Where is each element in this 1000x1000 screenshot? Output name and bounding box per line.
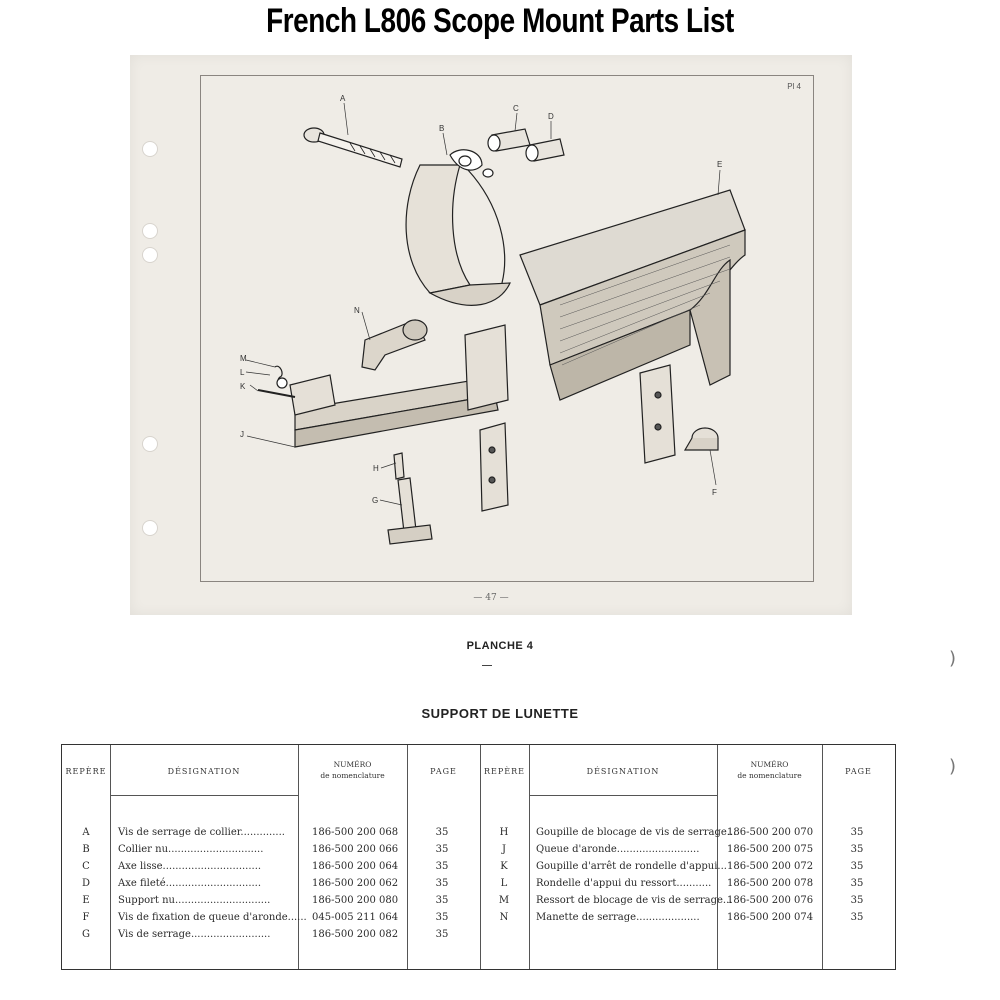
part-c-pin bbox=[488, 129, 530, 151]
part-h-pin bbox=[394, 453, 404, 479]
col-header-designation: DÉSIGNATION bbox=[586, 767, 660, 776]
svg-text:L: L bbox=[240, 368, 245, 377]
svg-text:D: D bbox=[548, 112, 554, 121]
part-g-screw bbox=[388, 478, 432, 544]
col-header-designation: DÉSIGNATION bbox=[167, 767, 241, 776]
svg-text:J: J bbox=[240, 430, 244, 439]
svg-text:N: N bbox=[354, 306, 360, 315]
table-row: E Support nu.............................. 186-500 200 080 35 bbox=[82, 895, 449, 906]
parts-mlk bbox=[258, 366, 295, 397]
exploded-diagram bbox=[130, 55, 852, 615]
binder-edge-mark: ) bbox=[948, 756, 956, 777]
part-f-screw bbox=[685, 428, 718, 450]
section-title: SUPPORT DE LUNETTE bbox=[421, 706, 579, 721]
table-row: K Goupille d'arrêt de rondelle d'appui... 186-500 200 072 35 bbox=[500, 861, 864, 872]
page-title: French L806 Scope Mount Parts List bbox=[266, 2, 734, 40]
svg-text:F: F bbox=[712, 488, 717, 497]
svg-text:G: G bbox=[372, 496, 379, 505]
part-e-support bbox=[520, 190, 745, 400]
plate-page-number: — 47 — bbox=[473, 593, 509, 603]
col-header-page: PAGE bbox=[845, 767, 872, 776]
svg-text:C: C bbox=[513, 104, 519, 113]
table-row: G Vis de serrage......................... 186-500 200 082 35 bbox=[82, 929, 449, 940]
col-header-repere: REPÈRE bbox=[65, 767, 107, 776]
part-d-pin bbox=[526, 139, 564, 161]
svg-text:B: B bbox=[439, 124, 445, 133]
part-a-screw bbox=[304, 128, 402, 167]
parts-rows-right bbox=[62, 827, 895, 929]
svg-text:E: E bbox=[717, 160, 723, 169]
plate-heading: PLANCHE 4 bbox=[466, 640, 534, 652]
col-header-page: PAGE bbox=[430, 767, 457, 776]
svg-text:A: A bbox=[340, 94, 346, 103]
part-n-lever bbox=[362, 320, 427, 370]
table-row: H Goupille de blocage de vis de serrage... 186-500 200 070 35 bbox=[499, 827, 864, 838]
table-row: C Axe lisse............................... 186-500 200 064 35 bbox=[82, 861, 449, 872]
svg-text:K: K bbox=[240, 382, 246, 391]
table-row: F Vis de fixation de queue d'aronde...... 045-005 211 064 35 bbox=[82, 912, 449, 923]
col-header-numero: NUMÉRO de nomenclature bbox=[320, 760, 385, 780]
heading-rule bbox=[482, 665, 492, 666]
svg-text:M: M bbox=[240, 354, 247, 363]
parts-table bbox=[61, 744, 896, 970]
col-header-repere: REPÈRE bbox=[484, 767, 525, 776]
binder-edge-mark: ) bbox=[948, 648, 956, 669]
table-row: M Ressort de blocage de vis de serrage... 186-500 200 076 35 bbox=[498, 895, 864, 906]
table-row: D Axe fileté.............................. 186-500 200 062 35 bbox=[81, 878, 449, 889]
part-b-collar bbox=[406, 150, 510, 306]
col-header-numero: NUMÉRO de nomenclature bbox=[737, 760, 802, 780]
table-row: A Vis de serrage de collier.............. 186-500 200 068 35 bbox=[82, 827, 449, 838]
table-row: J Queue d'aronde.......................... 186-500 200 075 35 bbox=[501, 844, 864, 855]
table-row: B Collier nu.............................. 186-500 200 066 35 bbox=[82, 844, 449, 855]
table-row: L Rondelle d'appui du ressort........... 186-500 200 078 35 bbox=[500, 878, 864, 889]
plate-label: Pl 4 bbox=[787, 82, 801, 91]
svg-text:H: H bbox=[373, 464, 379, 473]
plate-sheet bbox=[130, 55, 852, 615]
table-row: N Manette de serrage.................... 186-500 200 074 35 bbox=[499, 912, 864, 923]
